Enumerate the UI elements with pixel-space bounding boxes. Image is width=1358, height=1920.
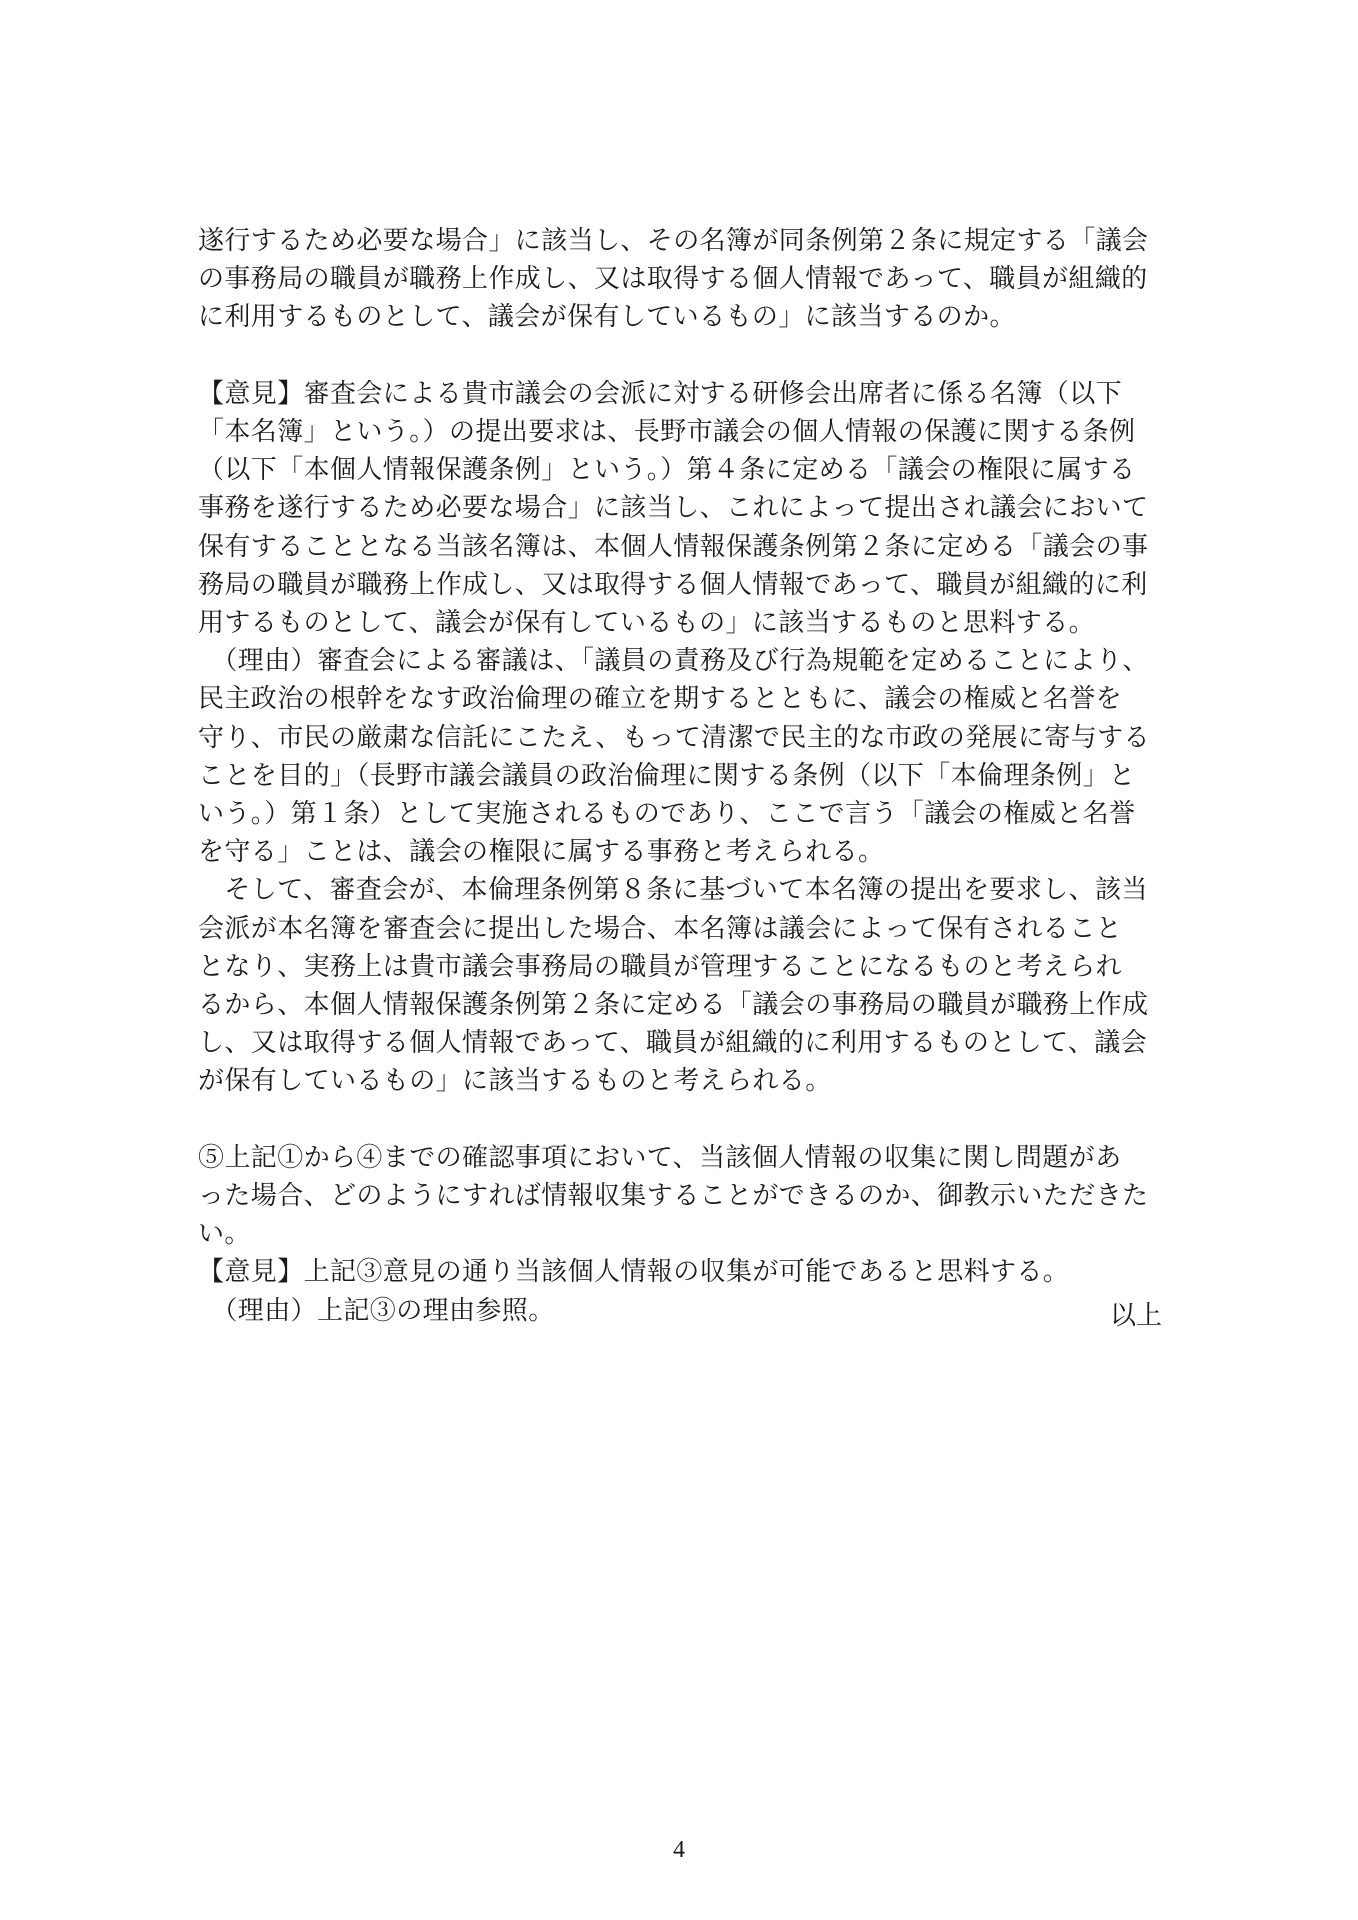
text-line: 事務を遂行するため必要な場合」に該当し、これによって提出され議会において <box>198 493 1149 524</box>
text-line: ⑤上記①から④までの確認事項において、当該個人情報の収集に関し問題があ <box>198 1142 1122 1173</box>
text-line: った場合、どのようにすれば情報収集することができるのか、御教示いただきた <box>198 1181 1149 1212</box>
text-line: い。 <box>198 1219 251 1250</box>
text-line: 用するものとして、議会が保有しているもの」に該当するものと思料する。 <box>198 608 1096 639</box>
document-body <box>198 222 1162 1330</box>
text-line: 会派が本名簿を審査会に提出した場合、本名簿は議会によって保有されること <box>198 913 1123 944</box>
text-line: に利用するものとして、議会が保有しているもの」に該当するのか。 <box>198 302 1016 333</box>
text-line: （理由）審査会による審議は、「議員の責務及び行為規範を定めることにより、 <box>198 646 1149 677</box>
text-line: いう。）第１条）として実施されるものであり、ここで言う「議会の権威と名誉 <box>198 799 1136 830</box>
text-line: （理由）上記③の理由参照。 <box>198 1295 555 1326</box>
text-line: となり、実務上は貴市議会事務局の職員が管理することになるものと考えられ <box>198 951 1123 982</box>
text-line: 遂行するため必要な場合」に該当し、その名簿が同条例第２条に規定する「議会 <box>198 226 1149 256</box>
text-line: を守る」ことは、議会の権限に属する事務と考えられる。 <box>198 837 885 868</box>
text-line: 守り、市民の厳粛な信託にこたえ、もって清潔で民主的な市政の発展に寄与する <box>198 722 1150 753</box>
text-line: し、又は取得する個人情報であって、職員が組織的に利用するものとして、議会 <box>198 1028 1148 1059</box>
blank-line <box>198 1101 1162 1139</box>
page-number: 4 <box>673 1837 685 1863</box>
closing-mark: 以上 <box>1109 1301 1162 1331</box>
text-line: 民主政治の根幹をなす政治倫理の確立を期するとともに、議会の権威と名誉を <box>198 684 1123 715</box>
text-line: の事務局の職員が職務上作成し、又は取得する個人情報であって、職員が組織的 <box>198 264 1148 295</box>
text-line: 【意見】審査会による貴市議会の会派に対する研修会出席者に係る名簿（以下 <box>198 378 1123 409</box>
text-line: 保有することとなる当該名簿は、本個人情報保護条例第２条に定める「議会の事 <box>198 531 1149 562</box>
text-line: （以下「本個人情報保護条例」という。）第４条に定める「議会の権限に属する <box>198 455 1136 486</box>
text-line: そして、審査会が、本倫理条例第８条に基づいて本名簿の提出を要求し、該当 <box>198 875 1148 906</box>
text-line: ことを目的」（長野市議会議員の政治倫理に関する条例（以下「本倫理条例」と <box>198 760 1136 791</box>
text-line: 【意見】上記③意見の通り当該個人情報の収集が可能であると思料する。 <box>198 1257 1070 1288</box>
text-line: 「本名簿」という。）の提出要求は、長野市議会の個人情報の保護に関する条例 <box>198 417 1136 447</box>
text-line: るから、本個人情報保護条例第２条に定める「議会の事務局の職員が職務上作成 <box>198 990 1149 1021</box>
text-line: 務局の職員が職務上作成し、又は取得する個人情報であって、職員が組織的に利 <box>198 569 1148 600</box>
blank-line <box>198 337 1162 375</box>
text-line: が保有しているもの」に該当するものと考えられる。 <box>198 1066 832 1097</box>
